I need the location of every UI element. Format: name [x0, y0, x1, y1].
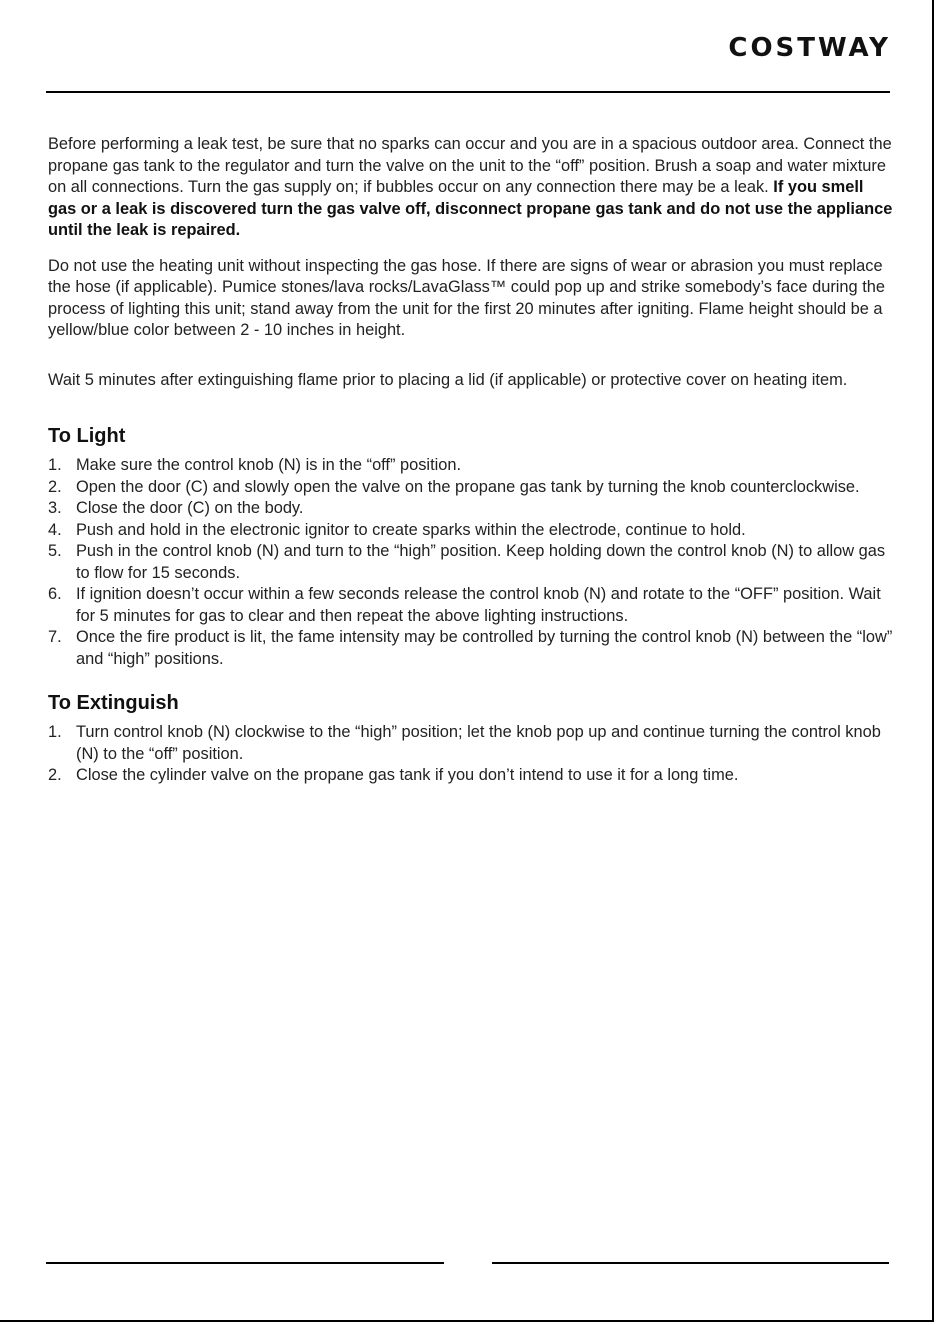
- step-number: 6.: [48, 585, 62, 603]
- list-item: [48, 722, 896, 765]
- step-number: 2.: [48, 477, 62, 496]
- to-extinguish-steps: [48, 722, 896, 787]
- leak-test-text: Before performing a leak test, be sure that no sparks can occur and you are in a spacious outdoor area. Connect the propane gas tank to the regulator and turn the valve on the unit to the “off” position. Brush a soap and water mixture on all connections. Turn the gas supply on; if bubbles occur on any connection there may be a leak.: [48, 135, 892, 196]
- step-text: Close the cylinder valve on the propane gas tank if you don’t intend to use it for a long time.: [76, 766, 739, 784]
- footer-divider-right: [492, 1262, 889, 1264]
- step-number: 7.: [48, 628, 62, 646]
- document-body: [48, 134, 896, 787]
- step-number: 2.: [48, 766, 62, 784]
- step-number: 4.: [48, 520, 62, 539]
- step-text: Turn control knob (N) clockwise to the “high” position; let the knob pop up and continue turning the control knob (N) to the “off” position.: [76, 723, 881, 763]
- list-item: [48, 498, 896, 520]
- step-text: Close the door (C) on the body.: [76, 499, 304, 517]
- step-text: Open the door (C) and slowly open the valve on the propane gas tank by turning the knob counterclockwise.: [76, 477, 860, 496]
- list-item: [48, 765, 896, 787]
- header-divider: [46, 91, 890, 93]
- wait-paragraph: Wait 5 minutes after extinguishing flame prior to placing a lid (if applicable) or protective cover on heating item.: [48, 370, 848, 389]
- list-item: [48, 520, 896, 542]
- step-text: If ignition doesn’t occur within a few seconds release the control knob (N) and rotate to the “OFF” position. Wait for 5 minutes for gas to clear and then repeat the above lighting instructions.: [76, 585, 881, 625]
- list-item: [48, 627, 896, 670]
- step-number: 3.: [48, 499, 62, 517]
- step-text: Push in the control knob (N) and turn to the “high” position. Keep holding down the control knob (N) to allow gas to flow for 15 seconds.: [76, 542, 886, 582]
- to-extinguish-heading: To Extinguish: [48, 692, 179, 714]
- to-light-steps: [48, 455, 896, 670]
- step-number: 1.: [48, 723, 62, 741]
- brand-logo: COSTWAY: [728, 33, 891, 63]
- step-text: Push and hold in the electronic ignitor to create sparks within the electrode, continue to hold.: [76, 520, 746, 539]
- footer-divider-left: [46, 1262, 444, 1264]
- leak-warning-text: If you smell gas or a leak is discovered turn the gas valve off, disconnect propane gas tank and do not use the appliance until the leak is repaired.: [48, 178, 893, 239]
- to-light-heading: To Light: [48, 425, 126, 447]
- step-text: Once the fire product is lit, the fame intensity may be controlled by turning the control knob (N) between the “low” and “high” positions.: [76, 628, 893, 668]
- leak-test-paragraph: [48, 134, 896, 242]
- step-number: 1.: [48, 456, 62, 474]
- gas-hose-paragraph: Do not use the heating unit without inspecting the gas hose. If there are signs of wear or abrasion you must replace the hose (if applicable). Pumice stones/lava rocks/LavaGlass™ could pop up and strike somebody’s face during the process of lighting this unit; stand away from the unit for the first 20 minutes after igniting. Flame height should be a yellow/blue color between 2 - 10 inches in height.: [48, 256, 885, 339]
- list-item: [48, 477, 896, 499]
- step-number: 5.: [48, 542, 62, 560]
- step-text: Make sure the control knob (N) is in the “off” position.: [76, 456, 462, 474]
- list-item: [48, 455, 896, 477]
- list-item: [48, 584, 896, 627]
- list-item: [48, 541, 896, 584]
